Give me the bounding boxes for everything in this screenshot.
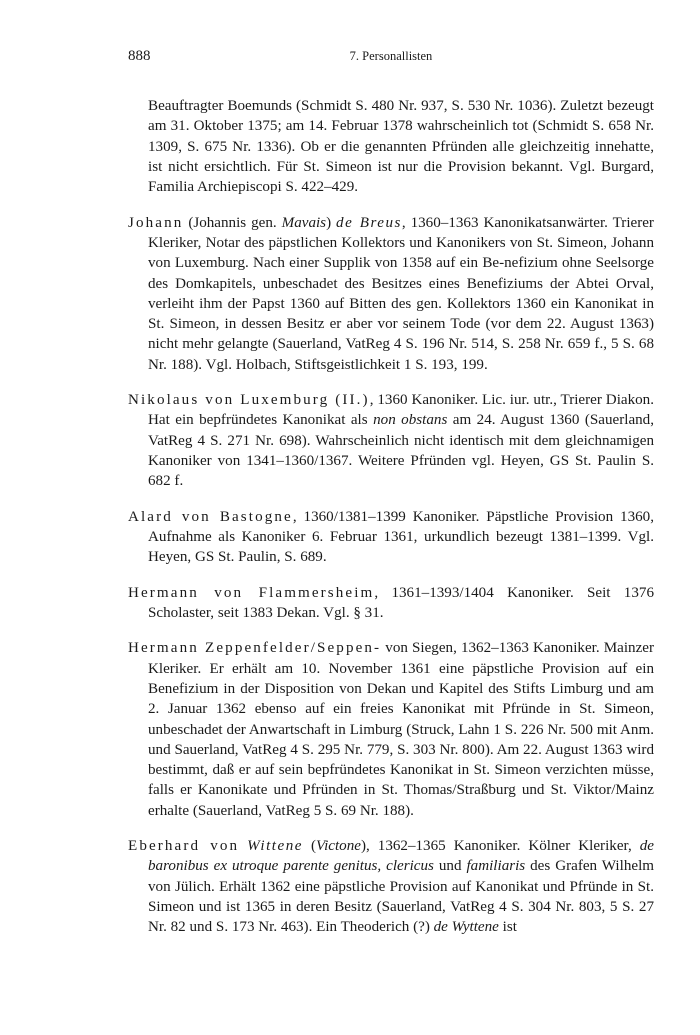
entry-text: (Johannis gen. (183, 214, 282, 231)
entry-italic: Mavais (281, 214, 327, 231)
entry-text: ( (302, 838, 316, 855)
entry-italic: Victone (315, 838, 361, 855)
page-number: 888 (128, 48, 151, 64)
entry-name: Hermann Zeppenfelder/Seppen- (128, 640, 382, 657)
entry-name: Alard von Bastogne (128, 508, 293, 525)
entry-hermann-von-flammersheim (128, 583, 654, 624)
entry-name: Johann (128, 214, 184, 231)
entry-italic: non obstans (373, 412, 448, 429)
entry-hermann-zeppenfelder (128, 638, 654, 821)
entry-name: Nikolaus von Luxemburg (II.) (128, 392, 370, 409)
entry-name-italic: Wittene (247, 838, 303, 855)
entry-italic: de Wyttene (433, 919, 499, 936)
entry-continuation (128, 96, 654, 197)
entry-text: Beauftragter Boemunds (Schmidt S. 480 Nr. 937, S. 530 Nr. 1036). Zuletzt bezeugt am 31. Oktober 1375; am 14. Februar 1378 wahrscheinlich tot (Schmidt S. 658 Nr. 1309, S. 675 Nr. 1336). Ob er die genannten Pfründen alle gleichzeitig innehatte, ist nicht ersichtlich. Für St. Simeon ist nur die Provision bekannt. Vgl. Burgard, Familia Archiepiscopi S. 422–429. (148, 98, 654, 196)
entry-text: ), 1362–1365 Kanoniker. Kölner Kleriker, (360, 838, 640, 855)
entry-text: ) (326, 214, 337, 231)
entry-italic: de baronibus ex utroque parente genitus, clericus (148, 838, 654, 875)
entry-text: , 1360 Kanoniker. Lic. iur. utr., Trierer Diakon. Hat ein bepfründetes Kanonikat als (148, 392, 654, 429)
entry-text: , 1360–1363 Kanonikatsanwärter. Trierer Kleriker, Notar des päpstlichen Kollektors und Kanonikers von St. Simeon, Johann von Luxemburg. Nach einer Supplik von 1358 auf ein Be-nefizium ohne Seelsorge des Domkapitels, unbeschadet des Besitzes eines Benefiziums der Abtei Orval, verleiht ihm der Papst 1360 auf Bitten des gen. Kollektors 1360 ein Kanonikat in St. Simeon, in dessen Besitz er aber vor seinem Tode (vor dem 22. August 1363) nicht mehr gelangte (Sauerland, VatReg 4 S. 196 Nr. 514, S. 258 Nr. 659 f., 5 S. 68 Nr. 188). Vgl. Holbach, Stiftsgeistlichkeit 1 S. 193, 199. (148, 214, 654, 373)
entry-text: und (433, 858, 467, 875)
entry-text: des Grafen Wilhelm von Jülich. Erhält 1362 eine päpstliche Provision auf Kanonikat und Pfründe in St. Simeon und ist 1365 in deren Besitz (Sauerland, VatReg 4 S. 304 Nr. 803, 5 S. 27 Nr. 82 und S. 173 Nr. 463). Ein Theoderich (?) (148, 858, 654, 936)
entry-text: ist (498, 919, 517, 936)
entry-text: am 24. August 1360 (Sauerland, VatReg 4 S. 271 Nr. 698). Wahrscheinlich nicht identisch mit dem gleichnamigen Kanoniker von 1341–1360/1367. Weitere Pfründen vgl. Heyen, GS St. Paulin S. 682 f. (148, 412, 655, 490)
page-body (128, 81, 654, 945)
entry-johann-de-breus (128, 213, 654, 375)
entry-italic: familiaris (466, 858, 526, 875)
page-header (128, 48, 654, 68)
entry-nikolaus-von-luxemburg (128, 390, 654, 491)
entry-text: , 1361–1393/1404 Kanoniker. Seit 1376 Scholaster, seit 1383 Dekan. Vgl. § 31. (148, 584, 654, 621)
running-title: 7. Personallisten (349, 49, 433, 63)
entry-eberhard-von-wittene (128, 836, 654, 937)
entry-name-italic: de Breus (336, 214, 402, 231)
entry-alard-von-bastogne (128, 507, 654, 568)
entry-text: , 1360/1381–1399 Kanoniker. Päpstliche Provision 1360, Aufnahme als Kanoniker 6. Februar 1361, urkundlich bezeugt 1381–1399. Vgl. Heyen, GS St. Paulin, S. 689. (148, 508, 655, 566)
entry-name: Hermann von Flammersheim (128, 584, 375, 601)
entry-name: Eberhard von (128, 838, 240, 855)
entry-text: von Siegen, 1362–1363 Kanoniker. Mainzer Kleriker. Er erhält am 10. November 1361 eine päpstliche Provision auf ein Benefizium in der Disposition von Dekan und Kapitel des Stifts Limburg und am 2. Januar 1362 ebenso auf ein freies Kanonikat mit Pfründe in St. Simeon, unbeschadet der Anwartschaft in Limburg (Struck, Lahn 1 S. 226 Nr. 500 mit Anm. und Sauerland, VatReg 4 S. 295 Nr. 779, S. 303 Nr. 800). Am 22. August 1363 wird bestimmt, daß er auf sein bepfründetes Kanonikat in St. Simeon verzichten müsse, falls er Kanonikate und Pfründen in St. Thomas/Straßburg und St. Viktor/Mainz erhalte (Sauerland, VatReg 5 S. 69 Nr. 188). (148, 640, 655, 819)
